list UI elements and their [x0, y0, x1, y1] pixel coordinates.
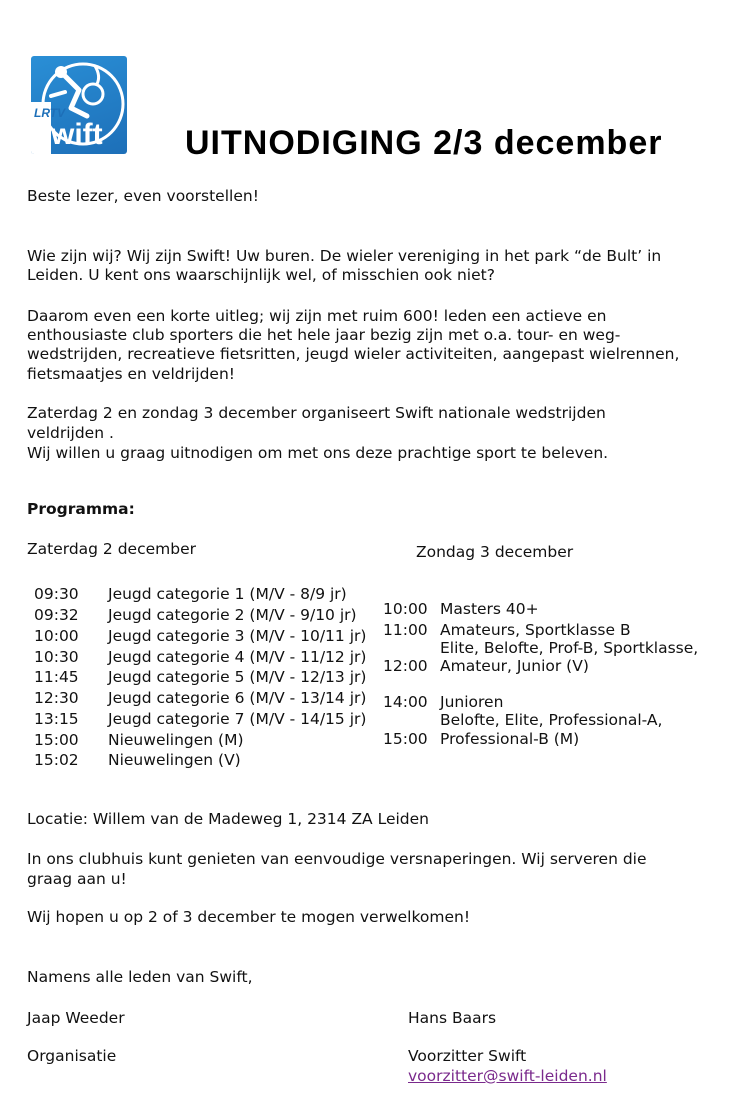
intro-line-1: Wie zijn wij? Wij zijn Swift! Uw buren. De wieler vereniging in het park “de Bult’ in	[27, 247, 662, 265]
closing-text: Namens alle leden van Swift,	[27, 968, 253, 986]
hope-text: Wij hopen u op 2 of 3 december te mogen verwelkomen!	[27, 908, 471, 926]
sunday-event: Junioren	[440, 693, 504, 711]
saturday-time: 09:32	[34, 606, 79, 624]
sunday-heading: Zondag 3 december	[416, 543, 574, 561]
saturday-event: Jeugd categorie 5 (M/V - 12/13 jr)	[108, 668, 367, 686]
swift-logo	[31, 56, 127, 154]
sunday-time: 12:00	[383, 657, 428, 675]
saturday-time: 15:00	[34, 731, 79, 749]
right-signatory-name: Hans Baars	[408, 1009, 497, 1027]
saturday-event: Jeugd categorie 6 (M/V - 13/14 jr)	[108, 689, 367, 707]
saturday-time: 15:02	[34, 751, 79, 769]
sunday-time: 10:00	[383, 600, 428, 618]
sunday-event: Masters 40+	[440, 600, 539, 618]
about-line-4: fietsmaatjes en veldrijden!	[27, 365, 236, 383]
saturday-event: Jeugd categorie 2 (M/V - 9/10 jr)	[108, 606, 357, 624]
invite-line-1: Zaterdag 2 en zondag 3 december organiseert Swift nationale wedstrijden	[27, 404, 606, 422]
greeting: Beste lezer, even voorstellen!	[27, 187, 259, 205]
clubhouse-line-2: graag aan u!	[27, 870, 127, 888]
sunday-event: Belofte, Elite, Professional-A,	[440, 711, 663, 729]
saturday-event: Jeugd categorie 3 (M/V - 10/11 jr)	[108, 627, 367, 645]
sunday-time: 14:00	[383, 693, 428, 711]
invite-line-3: Wij willen u graag uitnodigen om met ons deze prachtige sport te beleven.	[27, 444, 609, 462]
location: Locatie: Willem van de Madeweg 1, 2314 ZA Leiden	[27, 810, 429, 828]
page-title: UITNODIGING 2/3 december	[185, 124, 663, 162]
left-signatory-role: Organisatie	[27, 1047, 117, 1065]
sunday-event: Amateur, Junior (V)	[440, 657, 589, 675]
about-line-1: Daarom even een korte uitleg; wij zijn met ruim 600! leden een actieve en	[27, 307, 607, 325]
sunday-time: 11:00	[383, 621, 428, 639]
sunday-time: 15:00	[383, 730, 428, 748]
saturday-time: 11:45	[34, 668, 79, 686]
programma-heading: Programma:	[27, 500, 135, 518]
logo-swift-text: Swift	[31, 118, 103, 151]
saturday-time: 10:30	[34, 648, 79, 666]
saturday-event: Jeugd categorie 4 (M/V - 11/12 jr)	[108, 648, 367, 666]
sunday-event: Elite, Belofte, Prof-B, Sportklasse,	[440, 639, 699, 657]
saturday-event: Nieuwelingen (M)	[108, 731, 244, 749]
about-line-2: enthousiaste club sporters die het hele jaar bezig zijn met o.a. tour- en weg-	[27, 326, 621, 344]
saturday-event: Jeugd categorie 1 (M/V - 8/9 jr)	[108, 585, 347, 603]
intro-line-2: Leiden. U kent ons waarschijnlijk wel, of misschien ook niet?	[27, 266, 495, 284]
email-link[interactable]: voorzitter@swift-leiden.nl	[408, 1067, 607, 1085]
left-signatory-name: Jaap Weeder	[27, 1009, 125, 1027]
saturday-event: Nieuwelingen (V)	[108, 751, 241, 769]
logo-lrtv-text: LRTV	[34, 106, 66, 120]
sunday-event: Amateurs, Sportklasse B	[440, 621, 631, 639]
right-signatory-role: Voorzitter Swift	[408, 1047, 527, 1065]
saturday-time: 10:00	[34, 627, 79, 645]
clubhouse-line-1: In ons clubhuis kunt genieten van eenvoudige versnaperingen. Wij serveren die	[27, 850, 647, 868]
sunday-event: Professional-B (M)	[440, 730, 580, 748]
saturday-time: 09:30	[34, 585, 79, 603]
about-line-3: wedstrijden, recreatieve fietsritten, jeugd wieler activiteiten, aangepast wielrennen,	[27, 345, 680, 363]
invite-line-2: veldrijden .	[27, 424, 114, 442]
saturday-time: 13:15	[34, 710, 79, 728]
saturday-event: Jeugd categorie 7 (M/V - 14/15 jr)	[108, 710, 367, 728]
saturday-heading: Zaterdag 2 december	[27, 540, 197, 558]
saturday-time: 12:30	[34, 689, 79, 707]
